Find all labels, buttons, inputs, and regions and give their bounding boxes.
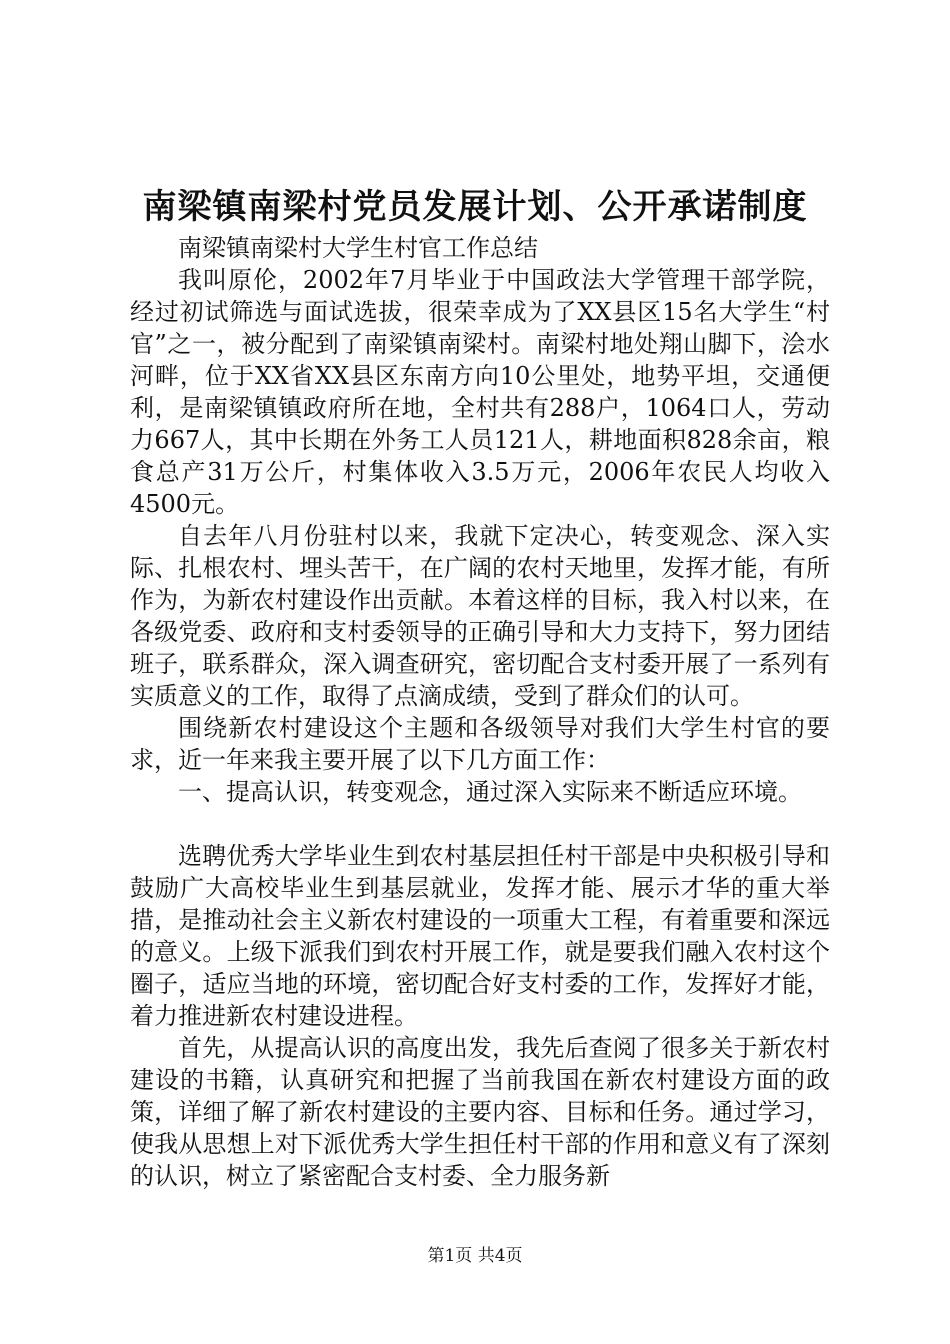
page-number-footer: 第1页 共4页 <box>427 1246 523 1266</box>
section-heading-1: 一、提高认识，转变观念，通过深入实际来不断适应环境。 <box>178 778 802 806</box>
document-subtitle: 南梁镇南梁村大学生村官工作总结 <box>178 234 538 262</box>
paragraph-work-overview: 围绕新农村建设这个主题和各级领导对我们大学生村官的要求，近一年来我主要开展了以下几方面工作： <box>130 714 830 774</box>
document-title: 南梁镇南梁村党员发展计划、公开承诺制度 <box>142 187 808 227</box>
paragraph-intro: 我叫原伦，2002年7月毕业于中国政法大学管理干部学院，经过初试筛选与面试选拔，很荣幸成为了XX县区15名大学生“村官”之一，被分配到了南梁镇南梁村。南梁村地处翔山脚下，浍水河畔，位于XX省XX县区东南方向10公里处，地势平坦，交通便利，是南梁镇镇政府所在地，全村共有288户，1064口人，劳动力667人，其中长期在外务工人员121人，耕地面积828余亩，粮食总产31万公斤，村集体收入3.5万元，2006年农民人均收入4500元。 <box>130 266 830 518</box>
paragraph-policy: 选聘优秀大学毕业生到农村基层担任村干部是中央积极引导和鼓励广大高校毕业生到基层就业，发挥才能、展示才华的重大举措，是推动社会主义新农村建设的一项重大工程，有着重要和深远的意义。上级下派我们到农村开展工作，就是要我们融入农村这个圈子，适应当地的环境，密切配合好支村委的工作，发挥好才能，着力推进新农村建设进程。 <box>130 842 830 1030</box>
document-body <box>130 232 830 1192</box>
paragraph-first-step: 首先，从提高认识的高度出发，我先后查阅了很多关于新农村建设的书籍，认真研究和把握了当前我国在新农村建设方面的政策，详细了解了新农村建设的主要内容、目标和任务。通过学习，使我从思想上对下派优秀大学生担任村干部的作用和意义有了深刻的认识，树立了紧密配合支村委、全力服务新 <box>130 1034 830 1190</box>
paragraph-resolve: 自去年八月份驻村以来，我就下定决心，转变观念、深入实际、扎根农村、埋头苦干，在广阔的农村天地里，发挥才能，有所作为，为新农村建设作出贡献。本着这样的目标，我入村以来，在各级党委、政府和支村委领导的正确引导和大力支持下，努力团结班子，联系群众，深入调查研究，密切配合支村委开展了一系列有实质意义的工作，取得了点滴成绩，受到了群众们的认可。 <box>130 522 830 710</box>
